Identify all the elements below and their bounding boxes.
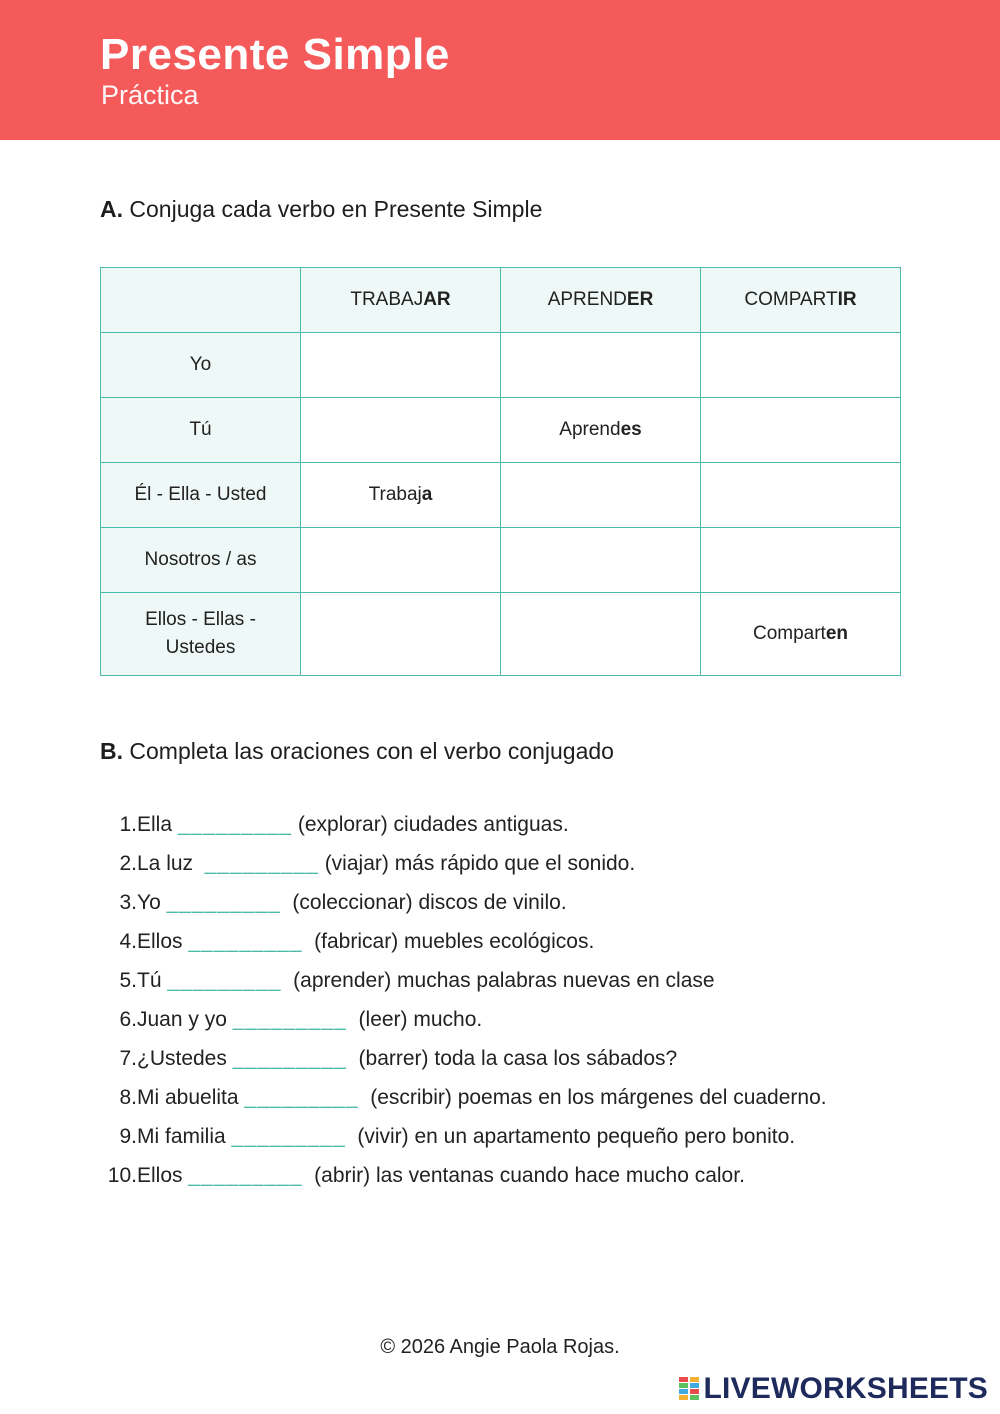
page-subtitle: Práctica (101, 80, 199, 110)
table-row (101, 593, 901, 676)
brand-name: LIVEWORKSHEETS (703, 1372, 988, 1405)
answer-blank[interactable]: _________ (231, 1125, 346, 1148)
list-item: 5. Tú _________ (aprender) muchas palabras nuevas en clase (119, 969, 715, 992)
example-cell: Trabaja (301, 463, 501, 528)
section-a-heading (100, 196, 542, 223)
answer-blank[interactable]: _________ (232, 1047, 347, 1070)
pronoun-cell: Tú (101, 398, 301, 463)
list-item: 6. Juan y yo _________ (leer) mucho. (119, 1008, 483, 1031)
pronoun-cell: Nosotros / as (101, 528, 301, 593)
answer-blank[interactable]: _________ (177, 813, 292, 836)
table-header-row (101, 268, 901, 333)
section-a-letter: A. (100, 196, 123, 222)
pronoun-cell: Él - Ella - Usted (101, 463, 301, 528)
table-corner-cell (101, 268, 301, 333)
copyright-footer: © 2026 Angie Paola Rojas. (380, 1336, 620, 1358)
answer-cell[interactable] (701, 333, 901, 398)
page-title: Presente Simple (100, 30, 450, 79)
answer-cell[interactable] (301, 593, 501, 676)
conjugation-table (100, 267, 901, 676)
answer-cell[interactable] (701, 463, 901, 528)
section-b-letter: B. (100, 738, 123, 764)
list-item: 2. La luz _________ (viajar) más rápido que el sonido. (119, 852, 636, 875)
answer-cell[interactable] (301, 528, 501, 593)
example-cell: Comparten (701, 593, 901, 676)
answer-blank[interactable]: _________ (232, 1008, 347, 1031)
example-cell: Aprendes (501, 398, 701, 463)
column-header-aprender: APRENDER (501, 268, 701, 333)
column-header-compartir: COMPARTIR (701, 268, 901, 333)
answer-cell[interactable] (701, 528, 901, 593)
answer-cell[interactable] (301, 333, 501, 398)
table-row (101, 463, 901, 528)
answer-blank[interactable]: _________ (166, 891, 281, 914)
list-item: 3. Yo _________ (coleccionar) discos de vinilo. (119, 891, 567, 914)
answer-blank[interactable]: _________ (188, 930, 303, 953)
section-a-instruction: Conjuga cada verbo en Presente Simple (129, 196, 543, 222)
list-item: 10. Ellos _________ (abrir) las ventanas cuando hace mucho calor. (107, 1164, 745, 1187)
list-item: 9. Mi familia _________ (vivir) en un apartamento pequeño pero bonito. (119, 1125, 796, 1148)
answer-blank[interactable]: _________ (244, 1086, 359, 1109)
list-item: 1. Ella _________ (explorar) ciudades antiguas. (119, 813, 569, 836)
table-row (101, 528, 901, 593)
answer-blank[interactable]: _________ (188, 1164, 303, 1187)
section-b-heading (100, 738, 614, 765)
sentence-list (100, 805, 900, 1195)
list-item: 7. ¿Ustedes _________ (barrer) toda la casa los sábados? (119, 1047, 678, 1070)
pronoun-cell: Ellos - Ellas - Ustedes (101, 593, 301, 676)
pronoun-cell: Yo (101, 333, 301, 398)
answer-cell[interactable] (501, 333, 701, 398)
section-b-instruction: Completa las oraciones con el verbo conjugado (129, 738, 614, 764)
answer-cell[interactable] (301, 398, 501, 463)
answer-blank[interactable]: _________ (167, 969, 282, 992)
answer-cell[interactable] (501, 463, 701, 528)
answer-cell[interactable] (501, 528, 701, 593)
table-row (101, 333, 901, 398)
table-row (101, 398, 901, 463)
liveworksheets-logo-icon (678, 1376, 702, 1402)
answer-blank[interactable]: _________ (204, 852, 319, 875)
answer-cell[interactable] (501, 593, 701, 676)
page-header (0, 0, 1000, 140)
answer-cell[interactable] (701, 398, 901, 463)
list-item: 8. Mi abuelita _________ (escribir) poemas en los márgenes del cuaderno. (119, 1086, 827, 1109)
list-item: 4. Ellos _________ (fabricar) muebles ecológicos. (119, 930, 595, 953)
column-header-trabajar: TRABAJAR (301, 268, 501, 333)
liveworksheets-brand[interactable] (678, 1372, 989, 1406)
